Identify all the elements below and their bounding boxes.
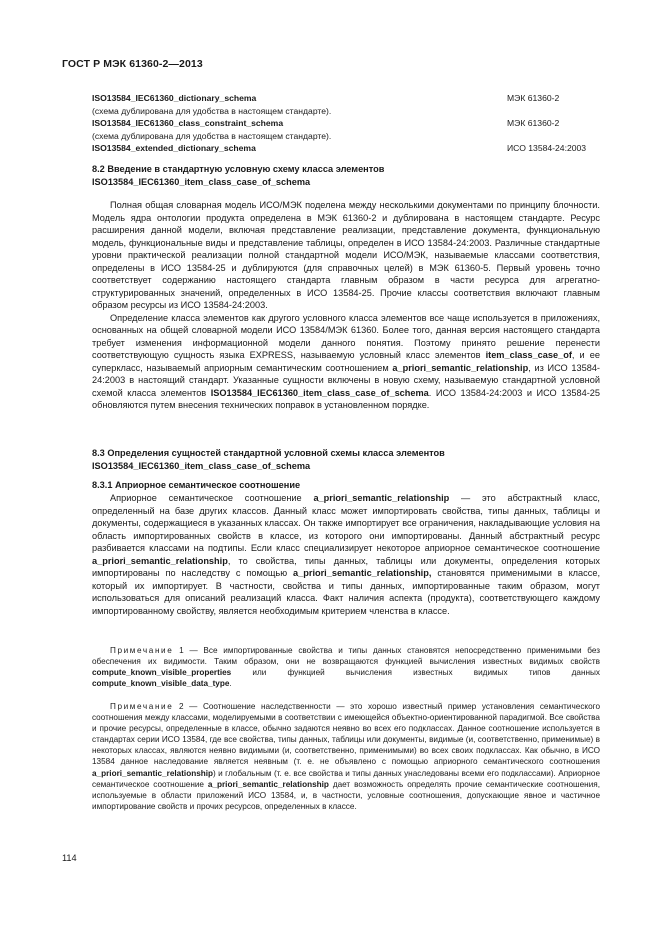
section-title: 8.2 Введение в стандартную условную схему класса элементов <box>92 164 385 174</box>
section-8-2-heading <box>92 163 384 188</box>
schema-note-text: (схема дублирована для удобства в настоящем стандарте). <box>92 105 332 116</box>
schema-name: ISO13584_IEC61360_dictionary_schema <box>92 93 257 103</box>
note-1 <box>92 645 600 689</box>
note-text: Примечание 1 — Все импортированные свойства и типы данных становятся непосредственно применимыми без обеспечения их видимости. Таким образом, они не возвращаются функцией вычисления известных видимых свойств compute_known_visible_properties или функцией вычисления известных видимых типов данных compute_known_visible_data_type. <box>92 646 600 689</box>
schema-note <box>92 130 600 143</box>
note-text: Примечание 2 — Соотношение наследственности — это хорошо известный пример установления семантического соотношения между классами, моделируемыми в соответствии с имеющейся объектно-ориентированной парадигмой. Все свойства и прочие ресурсы, определенные в классе, обычно задаются неявно во всех его подклассах. Данное соотношение используется в стандартах серии ИСО 13584, где все свойства, типы данных, таблицы или документы, видимые (и, соответственно, применимые) в некоторых классах, являются неявно видимыми (и, соответственно, применимыми) во всех своих подклассах. Как обычно, в ИСО 13584 данное наследование является неявным (т. е. не объявлено с помощью априорного семантического соотношения a_priori_semantic_relationship) и глобальным (т. е. все свойства и типы данных унаследованы всеми его подклассами). Априорное семантическое соотношение a_priori_semantic_relationship дает возможность определять прочие семантические соотношения, используемые в области приложений ИСО 13584, и, в частности, условные соотношения, допускающие явное и частичное импортирование свойств и прочих ресурсов, определенных в классе. <box>92 702 600 811</box>
schema-list <box>92 92 600 155</box>
schema-name: ISO13584_extended_dictionary_schema <box>92 143 256 153</box>
section-title-schema: ISO13584_IEC61360_item_class_case_of_schema <box>92 460 311 471</box>
schema-note-text: (схема дублирована для удобства в настоящем стандарте). <box>92 130 332 141</box>
section-8-2-body <box>92 199 600 412</box>
paragraph: Полная общая словарная модель ИСО/МЭК поделена между несколькими документами по принципу блочности. Модель ядра онтологии продукта определена в МЭК 61360-2 и дублирована в настоящем стандарте. Ресурс расширения данной модели, включая представление реализации, представление документа, функциональную модель, функциональные виды и представление таблицы, определен в ИСО 13584-24:2003. Различные стандартные уровни практической реализации полной стандартной модели ИСО/МЭК, называемые классами соответствия, определены в ИСО 13584-25 и дублируются (для справочных целей) в МЭК 61360-5. Первый уровень точно соответствует содержанию настоящего стандарта главным образом в части ресурса для агрегатно-структурированных значений, определенных в ИСО 13584-25. Прочие классы соответствия включают главным образом ресурсы из ИСО 13584-24:2003. <box>92 200 600 310</box>
subsection-8-3-1-heading: 8.3.1 Априорное семантическое соотношение <box>92 480 301 490</box>
schema-standard: МЭК 61360-2 <box>507 118 560 128</box>
section-8-3-1-body <box>92 492 600 617</box>
note-2 <box>92 701 600 812</box>
section-title: 8.3 Определения сущностей стандартной условной схемы класса элементов <box>92 448 445 458</box>
section-title-schema: ISO13584_IEC61360_item_class_case_of_schema <box>92 176 311 187</box>
schema-row <box>92 92 600 105</box>
paragraph: Определение класса элементов как другого условного класса элементов все чаще используется в приложениях, основанных на общей словарной модели ИСО 13584/МЭК 61360. Более того, данная версия настоящего стандарта требует изменения информационной модели данного понятия. Поэтому принято решение перенести соответствующую сущность языка EXPRESS, называемую условный класс элементов item_class_case_of, и ее суперкласс, называемый априорным семантическим соотношением a_priori_semantic_relationship, из ИСО 13584-24:2003 в настоящий стандарт. Указанные сущности включены в новую схему, называемую стандартной условной схемой класса элементов ISO13584_IEC61360_item_class_case_of_schema. ИСО 13584-24:2003 и ИСО 13584-25 обновляются путем внесения технических поправок в установленном порядке. <box>92 312 601 410</box>
schema-row <box>92 117 600 130</box>
schema-row <box>92 142 600 155</box>
paragraph: Априорное семантическое соотношение a_priori_semantic_relationship — это абстрактный класс, определенный на базе других классов. Данный класс может импортировать свойства, типы данных, таблицы и документы, содержащиеся в указанных классах. Он также импортирует все ограничения, накладывающие условия на область импортированных свойств в классе, из которого они импортированы. Данный абстрактный ресурс разбивается классами на подтипы. Если класс специализирует некоторое априорное семантическое соотношение a_priori_semantic_relationship, то свойства, типы данных, таблицы или документы, определения которых импортированы по наследству с помощью a_priori_semantic_relationship, становятся применимыми в классе, который их импортирует. В частности, свойства и типы данных, импортированные таким образом, могут использоваться для описаний реализаций класса. Факт наличия аспекта (продукта), соответствующего каждому импортированному свойству, является необходимым критерием членства в классе. <box>92 493 601 616</box>
schema-standard: МЭК 61360-2 <box>507 93 560 103</box>
section-8-3-heading <box>92 447 445 472</box>
schema-note <box>92 105 600 118</box>
page-header: ГОСТ Р МЭК 61360-2—2013 <box>62 58 203 70</box>
schema-name: ISO13584_IEC61360_class_constraint_schema <box>92 118 284 128</box>
page-number: 114 <box>62 853 77 863</box>
schema-standard: ИСО 13584-24:2003 <box>507 143 587 153</box>
